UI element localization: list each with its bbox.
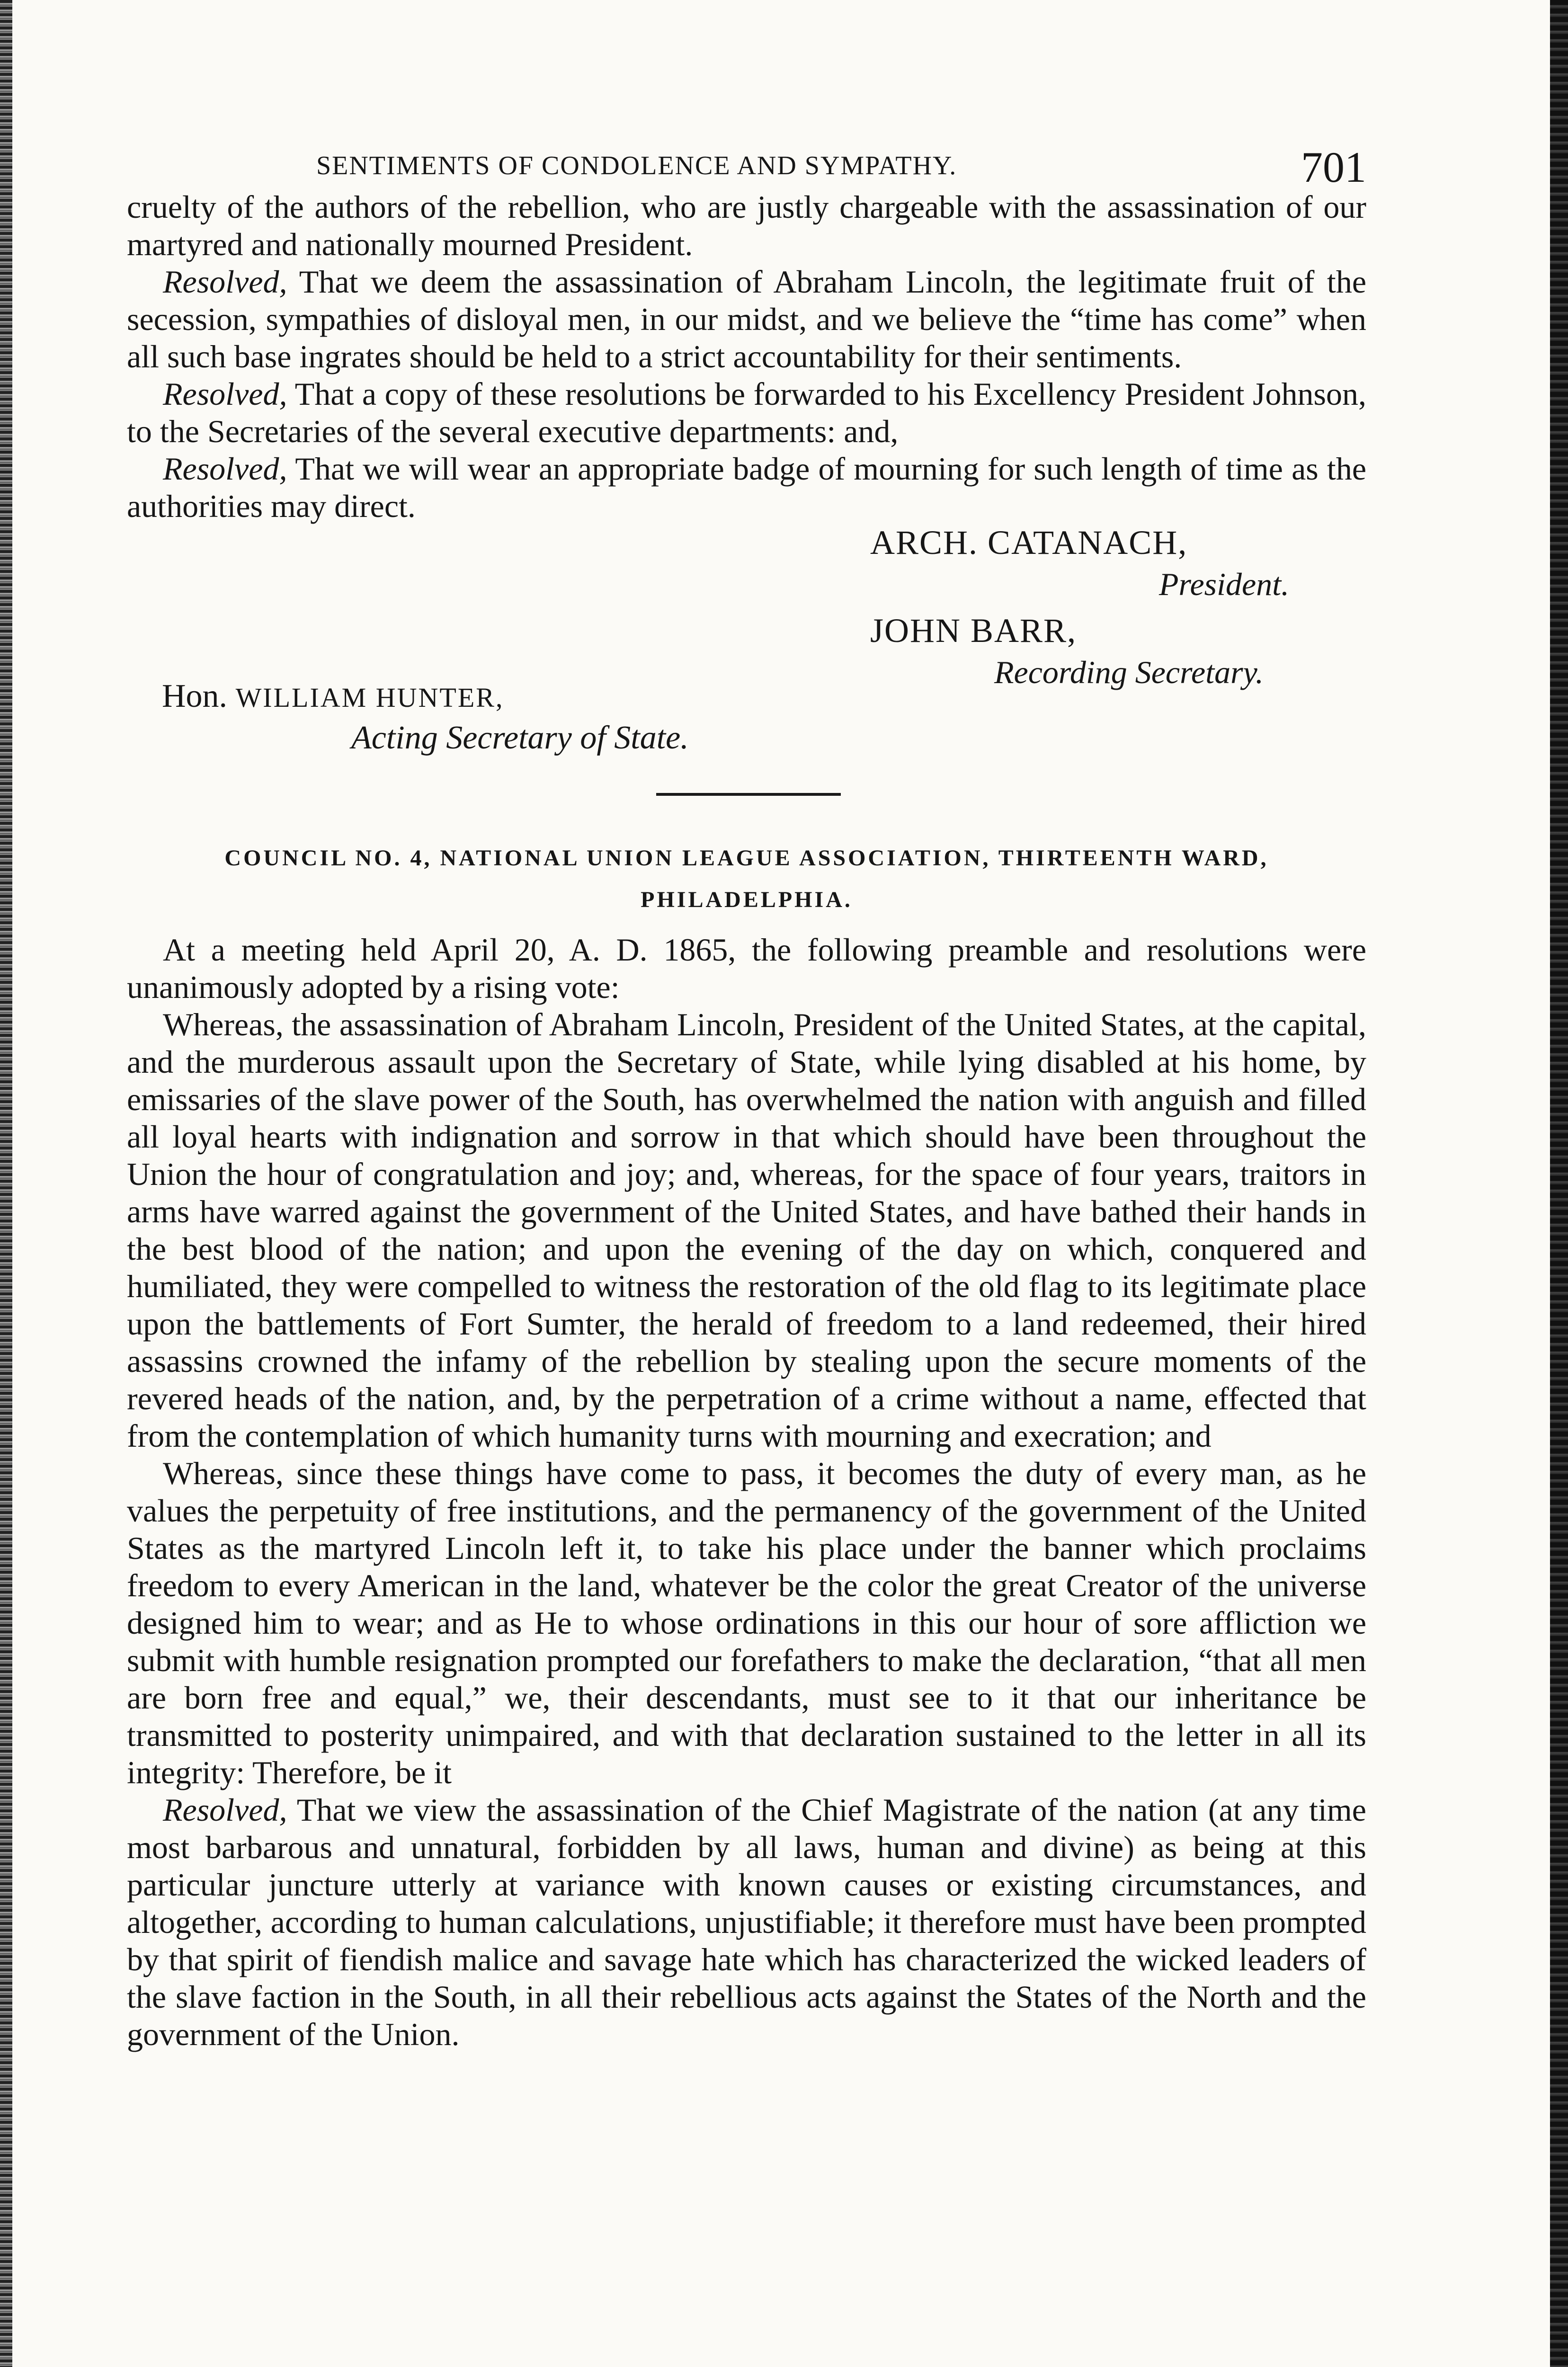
resolved-lead: Resolved, bbox=[163, 264, 287, 300]
resolution-paragraph bbox=[127, 375, 1366, 450]
addressee bbox=[162, 677, 504, 715]
section-title bbox=[127, 837, 1366, 921]
section-title-line1: COUNCIL NO. 4, NATIONAL UNION LEAGUE ASSOCIATION, THIRTEENTH WARD, bbox=[224, 845, 1269, 871]
president-name: ARCH. CATANACH, bbox=[870, 524, 1188, 561]
document-page bbox=[127, 142, 1366, 2053]
president-title: President. bbox=[1159, 566, 1290, 602]
resolved-lead: Resolved, bbox=[163, 1792, 287, 1828]
paragraph-text: That a copy of these resolutions be forwarded to his Excellency President Johnson, to the Secretaries of the several executive departments: and, bbox=[127, 376, 1366, 449]
resolution-paragraph bbox=[127, 263, 1366, 375]
paragraph-text: That we view the assassination of the Chief Magistrate of the nation (at any time most barbarous and unnatural, forbidden by all laws, human and divine) as being at this particular juncture utterly at variance with known causes or existing circumstances, and altogether, according to human calculations, unjustifiable; it therefore must have been prompted by that spirit of fiendish malice and savage hate which has characterized the wicked leaders of the slave faction in the South, in all their rebellious acts against the States of the North and the government of the Union. bbox=[127, 1792, 1366, 2052]
second-resolutions bbox=[127, 931, 1366, 2053]
addressee-prefix: Hon. bbox=[162, 678, 228, 714]
page-number: 701 bbox=[1301, 143, 1366, 191]
paragraph-text: cruelty of the authors of the rebellion, who are justly chargeable with the assassination of our martyred and nationally mourned President. bbox=[127, 189, 1366, 262]
secretary-name: JOHN BARR, bbox=[870, 612, 1077, 650]
page-header bbox=[127, 142, 1366, 189]
resolution-paragraph bbox=[127, 450, 1366, 525]
section-divider bbox=[656, 793, 841, 796]
addressee-title: Acting Secretary of State. bbox=[351, 720, 689, 756]
running-head: SENTIMENTS OF CONDOLENCE AND SYMPATHY. bbox=[316, 151, 957, 180]
intro-paragraph: At a meeting held April 20, A. D. 1865, the following preamble and resolutions were unanimously adopted by a rising vote: bbox=[127, 932, 1366, 1005]
page-edge-left bbox=[0, 0, 12, 2367]
paragraph-text: That we deem the assassination of Abraham Lincoln, the legitimate fruit of the secession, sympathies of disloyal men, in our midst, and we believe the “time has come” when all such base ingrates should be held to a strict accountability for their sentiments. bbox=[127, 264, 1366, 374]
resolved-lead: Resolved, bbox=[163, 376, 287, 412]
secretary-title: Recording Secretary. bbox=[994, 654, 1264, 690]
page-edge-right bbox=[1550, 0, 1568, 2367]
addressee-name: WILLIAM HUNTER, bbox=[235, 682, 504, 713]
section-title-line2: PHILADELPHIA. bbox=[641, 887, 853, 912]
resolved-lead: Resolved, bbox=[163, 451, 287, 487]
signature-block bbox=[127, 525, 1366, 833]
first-resolutions bbox=[127, 188, 1366, 525]
whereas-paragraph: Whereas, the assassination of Abraham Lincoln, President of the United States, at the capital, and the murderous assault upon the Secretary of State, while lying disabled at his home, by emissaries of the slave power of the South, has overwhelmed the nation with anguish and filled all loyal hearts with indignation and sorrow in that which should have been throughout the Union the hour of congratulation and joy; and, whereas, for the space of four years, traitors in arms have warred against the government of the United States, and have bathed their hands in the best blood of the nation; and upon the evening of the day on which, conquered and humiliated, they were compelled to witness the restoration of the old flag to its legitimate place upon the battlements of Fort Sumter, the herald of freedom to a land redeemed, their hired assassins crowned the infamy of the rebellion by stealing upon the secure moments of the revered heads of the nation, and, by the perpetration of a crime without a name, effected that from the contemplation of which humanity turns with mourning and execration; and bbox=[127, 1006, 1366, 1454]
paragraph-text: That we will wear an appropriate badge of mourning for such length of time as the authorities may direct. bbox=[127, 451, 1366, 524]
whereas-paragraph: Whereas, since these things have come to pass, it becomes the duty of every man, as he values the perpetuity of free institutions, and the permanency of the government of the United States as the martyred Lincoln left it, to take his place under the banner which proclaims freedom to every American in the land, whatever be the color the great Creator of the universe designed him to wear; and as He to whose ordinations in this our hour of sore affliction we submit with humble resignation prompted our forefathers to make the declaration, “that all men are born free and equal,” we, their descendants, must see to it that our inheritance be transmitted to posterity unimpaired, and with that declaration sustained to the letter in all its integrity: Therefore, be it bbox=[127, 1455, 1366, 1790]
continued-paragraph bbox=[127, 188, 1366, 263]
resolution-paragraph bbox=[127, 1791, 1366, 2053]
